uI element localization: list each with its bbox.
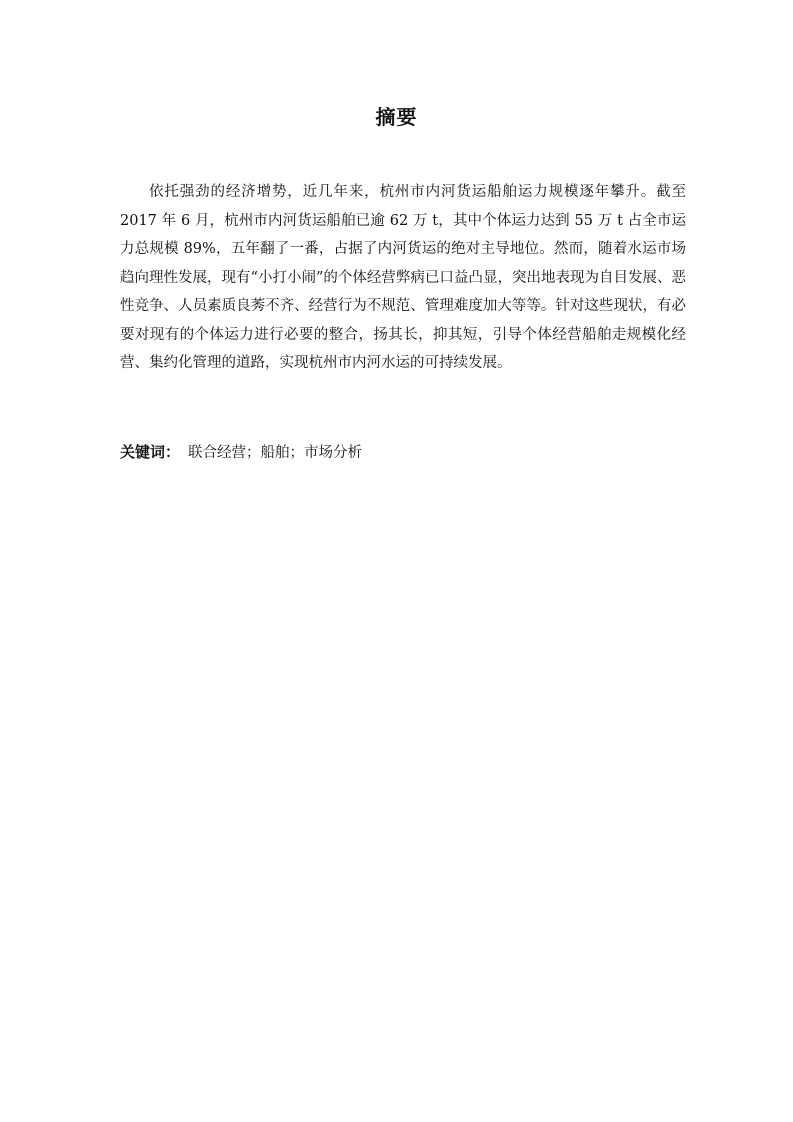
keywords-label: 关键词： xyxy=(120,443,181,461)
keywords-text: 联合经营；船舶；市场分析 xyxy=(188,445,363,461)
keywords-line xyxy=(120,438,686,467)
abstract-paragraph: 依托强劲的经济增势，近几年来，杭州市内河货运船舶运力规模逐年攀升。截至 2017 年 6 月，杭州市内河货运船舶已逾 62 万 t，其中个体运力达到 55 万 t 占全市运力总规模 89%，五年翻了一番，占据了内河货运的绝对主导地位。然而，随着水运市场趋向理性发展，现有“小打小闹”的个体经营弊病已口益凸显，突出地表现为自目发展、恶性竞争、人员素质良莠不齐、经营行为不规范、管理难度加大等等。针对这些现状，有必要对现有的个体运力进行必要的整合，扬其长，抑其短，引导个体经营船舶走规模化经营、集约化管理的道路，实现杭州市内河水运的可持续发展。 xyxy=(120,184,686,371)
abstract-title: 摘要 xyxy=(375,105,418,129)
abstract-body xyxy=(120,178,686,378)
